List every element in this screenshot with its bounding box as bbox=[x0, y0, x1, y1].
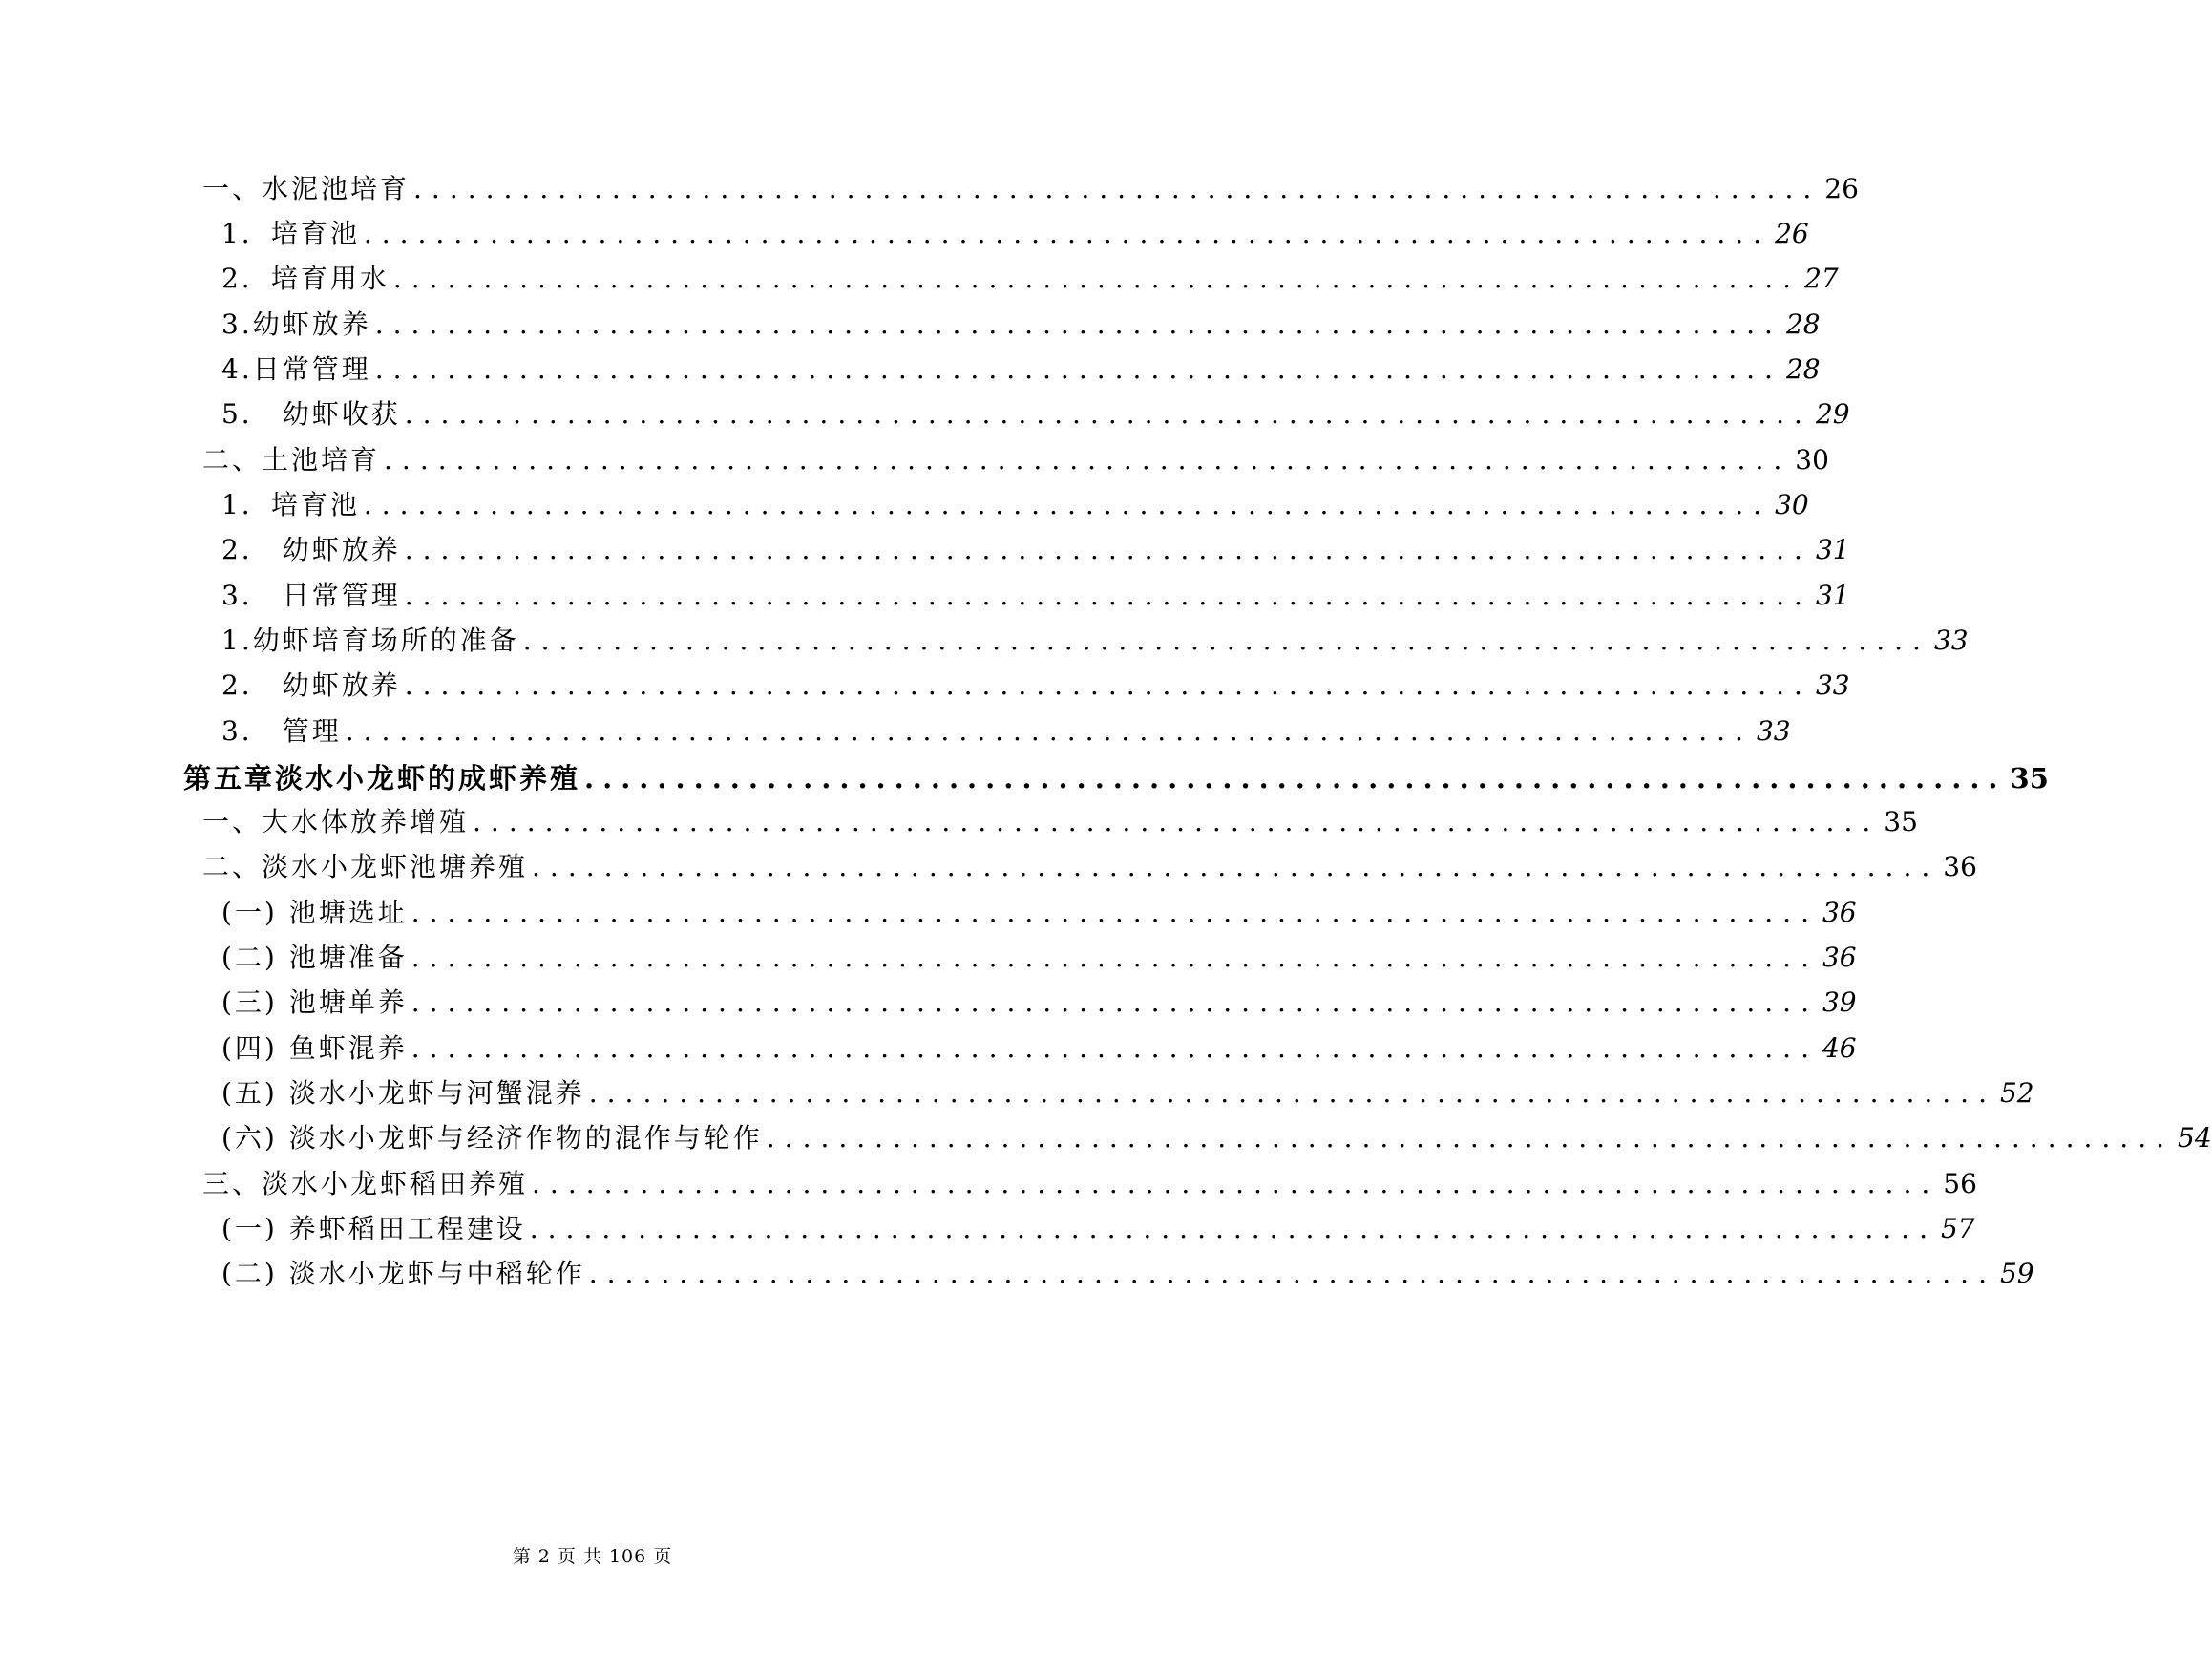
toc-entry-page: 35 bbox=[1884, 806, 1918, 838]
toc-leader-dots: .............................................................................. bbox=[411, 897, 1819, 928]
toc-entry-page: 35 bbox=[2010, 762, 2049, 795]
toc-entry-page: 57 bbox=[1940, 1213, 1975, 1244]
toc-entry[interactable] bbox=[202, 844, 1977, 890]
toc-entry[interactable] bbox=[221, 1026, 1857, 1071]
toc-leader-dots: .............................................................................. bbox=[411, 942, 1819, 973]
toc-leader-dots: .............................................................................. bbox=[473, 806, 1881, 838]
toc-leader-dots: .............................................................................. bbox=[374, 308, 1782, 340]
toc-entry-page: 28 bbox=[1785, 308, 1821, 340]
toc-leader-dots: .............................................................................. bbox=[413, 173, 1822, 204]
toc-leader-dots: .............................................................................. bbox=[584, 762, 2007, 795]
toc-entry-label: 第五章淡水小龙虾的成虾养殖 bbox=[183, 762, 581, 795]
toc-leader-dots: .............................................................................. bbox=[766, 1122, 2174, 1154]
toc-entry-page: 39 bbox=[1822, 986, 1857, 1018]
toc-entry-label: 一、大水体放养增殖 bbox=[202, 806, 470, 838]
toc-entry-label: (二) 池塘准备 bbox=[221, 942, 408, 973]
toc-entry-label: 2． 幼虾放养 bbox=[221, 534, 401, 565]
toc-entry-label: (四) 鱼虾混养 bbox=[221, 1032, 408, 1064]
toc-entry-label: (一) 池塘选址 bbox=[221, 897, 408, 928]
toc-entry-page: 31 bbox=[1815, 534, 1850, 565]
toc-leader-dots: .............................................................................. bbox=[532, 1168, 1940, 1199]
toc-entry-label: 3.幼虾放养 bbox=[221, 308, 371, 340]
toc-leader-dots: .............................................................................. bbox=[404, 580, 1812, 611]
toc-entry-page: 31 bbox=[1815, 580, 1850, 611]
toc-entry-label: 三、淡水小龙虾稻田养殖 bbox=[202, 1168, 529, 1199]
toc-entry[interactable] bbox=[221, 256, 1839, 302]
toc-entry[interactable] bbox=[221, 302, 1821, 348]
toc-entry-page: 59 bbox=[1999, 1258, 2034, 1289]
toc-entry-page: 36 bbox=[1822, 942, 1857, 973]
toc-entry[interactable] bbox=[221, 482, 1809, 528]
toc-leader-dots: .............................................................................. bbox=[411, 986, 1819, 1018]
toc-entry-page: 30 bbox=[1795, 444, 1829, 476]
toc-leader-dots: .............................................................................. bbox=[404, 669, 1812, 701]
toc-entry[interactable] bbox=[221, 211, 1809, 257]
toc-entry-label: 一、水泥池培育 bbox=[202, 173, 411, 204]
page-footer: 第 2 页 共 106 页 bbox=[512, 1546, 673, 1567]
toc-entry[interactable] bbox=[202, 1161, 1977, 1207]
toc-entry-page: 54 bbox=[2178, 1122, 2212, 1154]
toc-entry-page: 27 bbox=[1804, 263, 1839, 294]
toc-entry-page: 33 bbox=[1756, 715, 1791, 747]
toc-leader-dots: .............................................................................. bbox=[411, 1032, 1819, 1064]
toc-entry[interactable] bbox=[221, 709, 1791, 754]
toc-entry[interactable] bbox=[221, 1115, 2212, 1161]
toc-entry-label: 二、土池培育 bbox=[202, 444, 381, 476]
toc-leader-dots: .............................................................................. bbox=[345, 715, 1753, 747]
toc-leader-dots: .............................................................................. bbox=[522, 625, 1930, 656]
toc-leader-dots: .............................................................................. bbox=[404, 398, 1812, 430]
toc-leader-dots: .............................................................................. bbox=[588, 1258, 1996, 1289]
toc-entry-page: 28 bbox=[1785, 353, 1821, 385]
toc-entry-label: 1．培育池 bbox=[221, 489, 360, 520]
toc-entry-page: 36 bbox=[1822, 897, 1857, 928]
toc-entry[interactable] bbox=[221, 1071, 2034, 1116]
toc-entry[interactable] bbox=[202, 437, 1829, 483]
toc-entry[interactable] bbox=[221, 1251, 2034, 1297]
toc-entry[interactable] bbox=[221, 935, 1857, 981]
toc-leader-dots: .............................................................................. bbox=[588, 1077, 1996, 1109]
toc-entry-page: 33 bbox=[1815, 669, 1850, 701]
toc-entry-label: 2．培育用水 bbox=[221, 263, 390, 294]
toc-entry-label: 3． 管理 bbox=[221, 715, 342, 747]
toc-entry[interactable] bbox=[221, 618, 1969, 664]
toc-entry-label: (二) 淡水小龙虾与中稻轮作 bbox=[221, 1258, 585, 1289]
toc-leader-dots: .............................................................................. bbox=[404, 534, 1812, 565]
toc-entry-label: 3． 日常管理 bbox=[221, 580, 401, 611]
toc-entry-label: 二、淡水小龙虾池塘养殖 bbox=[202, 851, 529, 882]
toc-entry-page: 30 bbox=[1775, 489, 1809, 520]
toc-entry-page: 26 bbox=[1775, 218, 1809, 249]
toc-entry[interactable] bbox=[221, 347, 1821, 392]
toc-leader-dots: .............................................................................. bbox=[374, 353, 1782, 385]
toc-entry-label: 5． 幼虾收获 bbox=[221, 398, 401, 430]
toc-entry[interactable] bbox=[221, 392, 1850, 437]
toc-entry[interactable] bbox=[221, 527, 1850, 573]
toc-entry-page: 36 bbox=[1943, 851, 1977, 882]
toc-entry-label: (六) 淡水小龙虾与经济作物的混作与轮作 bbox=[221, 1122, 763, 1154]
toc-entry-label: (一) 养虾稻田工程建设 bbox=[221, 1213, 526, 1244]
toc-leader-dots: .............................................................................. bbox=[392, 263, 1801, 294]
toc-entry-page: 33 bbox=[1933, 625, 1969, 656]
toc-entry-page: 56 bbox=[1943, 1168, 1977, 1199]
toc-entry[interactable] bbox=[202, 166, 1859, 212]
toc-entry-label: (五) 淡水小龙虾与河蟹混养 bbox=[221, 1077, 585, 1109]
toc-entry-label: 2． 幼虾放养 bbox=[221, 669, 401, 701]
toc-entry[interactable] bbox=[221, 1206, 1975, 1252]
toc-entry[interactable] bbox=[221, 890, 1857, 936]
toc-entry-page: 52 bbox=[1999, 1077, 2034, 1109]
toc-leader-dots: .............................................................................. bbox=[363, 218, 1772, 249]
toc-leader-dots: .............................................................................. bbox=[384, 444, 1792, 476]
toc-entry[interactable] bbox=[221, 573, 1850, 619]
toc-entry-label: 4.日常管理 bbox=[221, 353, 371, 385]
toc-leader-dots: .............................................................................. bbox=[363, 489, 1772, 520]
toc-entry[interactable] bbox=[202, 799, 1918, 845]
toc-entry-label: 1.幼虾培育场所的准备 bbox=[221, 625, 519, 656]
toc-entry-page: 29 bbox=[1815, 398, 1850, 430]
toc-entry-label: 1．培育池 bbox=[221, 218, 360, 249]
toc-entry-label: (三) 池塘单养 bbox=[221, 986, 408, 1018]
toc-entry-page: 26 bbox=[1824, 173, 1859, 204]
toc-entry[interactable] bbox=[221, 980, 1857, 1026]
toc-leader-dots: .............................................................................. bbox=[532, 851, 1940, 882]
toc-leader-dots: .............................................................................. bbox=[529, 1213, 1937, 1244]
toc-entry-page: 46 bbox=[1822, 1032, 1857, 1064]
toc-chapter-entry[interactable] bbox=[183, 755, 2049, 801]
toc-entry[interactable] bbox=[221, 663, 1850, 709]
